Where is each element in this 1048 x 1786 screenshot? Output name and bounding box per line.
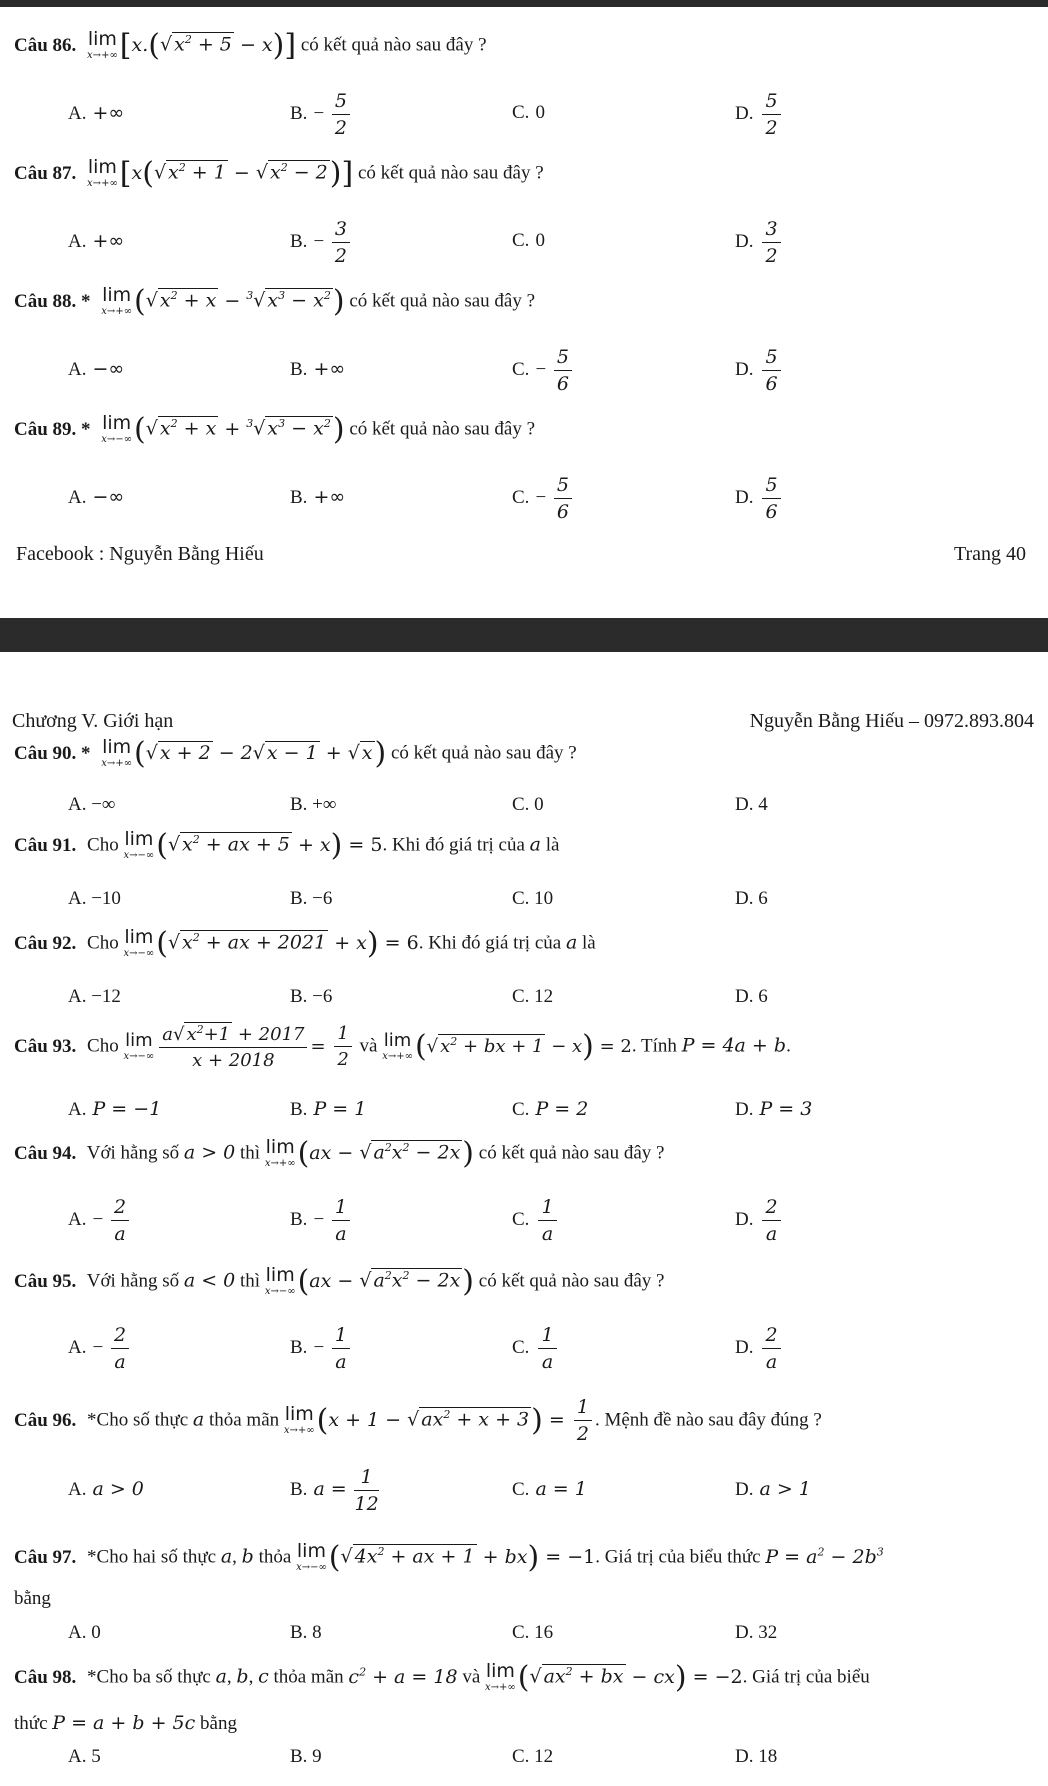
option-c[interactable]: C. − $\frac{5}{6}$ [512, 346, 575, 395]
header-chapter: Chương V. Giới hạn [12, 710, 174, 732]
option-c[interactable]: C. − $\frac{5}{6}$ [512, 474, 575, 523]
question-95: Câu 95. Với hằng số a < 0 thì lim x→−∞ (ax − √ $a^2x^2 - 2x$) có kết quả nào sau đây ? [14, 1263, 665, 1299]
option-a[interactable]: A. +∞ [68, 230, 125, 252]
option-d[interactable]: D. P = 3 [735, 1098, 813, 1120]
question-text: có kết quả nào sau đây ? [300, 34, 487, 56]
option-a[interactable]: A. P = −1 [68, 1098, 162, 1120]
option-b[interactable]: B. −6 [290, 888, 333, 909]
question-90: Câu 90. * lim x→+∞ (√ x + 2 − 2√ x − 1 + √ x) có kết quả nào sau đây ? [14, 735, 577, 771]
question-text: có kết quả nào sau đây ? [357, 162, 544, 184]
options-87 [0, 218, 1048, 267]
page-40 [0, 8, 1048, 618]
question-number: Câu 87. [14, 162, 77, 184]
question-96: Câu 96. *Cho số thực a thỏa mãn lim x→+∞ (x + 1 − √ $ax^2 + x + 3$) = $\frac{1}{2}$ . Mệnh đề nào sau đây đúng ? [14, 1396, 822, 1445]
option-a[interactable]: A. +∞ [68, 102, 125, 124]
options-96 [0, 1466, 1048, 1515]
page-separator [0, 618, 1048, 652]
question-94: Câu 94. Với hằng số a > 0 thì lim x→+∞ (ax − √ $a^2x^2 - 2x$) có kết quả nào sau đây ? [14, 1135, 665, 1171]
question-text: có kết quả nào sau đây ? [349, 290, 536, 312]
option-c[interactable]: C. 16 [512, 1622, 554, 1643]
question-93: Câu 93. Cho lim x→−∞ $\frac{a√ x^2+1 + 2017}{x + 2018}$ = $\frac{1}{2}$ và lim x→+∞ (√ $x^2$ + bx + 1 − x) = 2. Tính P = 4a + b. [14, 1023, 791, 1071]
question-92: Câu 92. Cho lim x→−∞ (√ $x^2$ + ax + 2021 + x) = 6. Khi đó giá trị của a là [14, 925, 596, 961]
option-b[interactable]: B. − $\frac{1}{a}$ [290, 1196, 353, 1245]
option-a[interactable]: A. −12 [68, 986, 121, 1007]
option-a[interactable]: A. − $\frac{2}{a}$ [68, 1196, 132, 1245]
question-number: Câu 89. * [14, 418, 91, 440]
option-a[interactable]: A. −∞ [68, 358, 125, 380]
option-d[interactable]: D. $\frac{5}{6}$ [735, 346, 784, 395]
options-98 [0, 1746, 1048, 1786]
header-author: Nguyễn Bằng Hiếu – 0972.893.804 [749, 710, 1034, 732]
option-a[interactable]: A. −∞ [68, 486, 125, 508]
question-number: Câu 92. [14, 932, 77, 954]
option-c[interactable]: C. P = 2 [512, 1098, 589, 1120]
question-number: Câu 97. [14, 1546, 77, 1568]
option-c[interactable]: C. 0 [512, 102, 545, 123]
question-91: Câu 91. Cho lim x→−∞ (√ $x^2$ + ax + 5 + x) = 5. Khi đó giá trị của a là [14, 827, 560, 863]
option-b[interactable]: B. 9 [290, 1746, 322, 1767]
options-94 [0, 1196, 1048, 1245]
question-97: Câu 97. *Cho hai số thực a, b thỏa lim x→−∞ (√ $4x^2$ + ax + 1 + bx) = −1. Giá trị của biểu thức $P = a^2 - 2b^3$ [14, 1539, 884, 1575]
option-d[interactable]: D. 6 [735, 986, 768, 1007]
question-number: Câu 88. * [14, 290, 91, 312]
question-text: có kết quả nào sau đây ? [390, 742, 577, 764]
option-b[interactable]: B. − $\frac{3}{2}$ [290, 218, 353, 267]
option-b[interactable]: B. − $\frac{1}{a}$ [290, 1324, 353, 1373]
option-d[interactable]: D. $\frac{2}{a}$ [735, 1324, 784, 1373]
option-a[interactable]: A. −10 [68, 888, 121, 909]
option-d[interactable]: D. 6 [735, 888, 768, 909]
option-b[interactable]: B. +∞ [290, 358, 346, 380]
question-86: Câu 86. lim x→+∞ [x.(√ $x^2 + 5 - x$)] có kết quả nào sau đây ? [14, 27, 487, 63]
option-b[interactable]: B. P = 1 [290, 1098, 367, 1120]
question-number: Câu 98. [14, 1666, 77, 1688]
question-number: Câu 96. [14, 1409, 77, 1431]
question-text: có kết quả nào sau đây ? [349, 418, 536, 440]
option-c[interactable]: C. 12 [512, 1746, 554, 1767]
option-d[interactable]: D. 4 [735, 794, 768, 815]
question-number: Câu 93. [14, 1035, 77, 1057]
option-c[interactable]: C. 12 [512, 986, 554, 1007]
option-b[interactable]: B. +∞ [290, 794, 337, 815]
option-d[interactable]: D. $\frac{3}{2}$ [735, 218, 784, 267]
option-d[interactable]: D. a > 1 [735, 1478, 811, 1500]
option-d[interactable]: D. 32 [735, 1622, 778, 1643]
option-a[interactable]: A. 0 [68, 1622, 101, 1643]
options-93 [0, 1098, 1048, 1138]
option-a[interactable]: A. 5 [68, 1746, 101, 1767]
option-d[interactable]: D. $\frac{5}{6}$ [735, 474, 784, 523]
top-border [0, 0, 1048, 7]
option-d[interactable]: D. $\frac{5}{2}$ [735, 90, 784, 139]
option-c[interactable]: C. 10 [512, 888, 554, 909]
option-c[interactable]: C. $\frac{1}{a}$ [512, 1324, 560, 1373]
option-b[interactable]: B. a = $\frac{1}{12}$ [290, 1466, 379, 1515]
option-b[interactable]: B. +∞ [290, 486, 346, 508]
options-97 [0, 1622, 1048, 1662]
options-89 [0, 474, 1048, 523]
option-a[interactable]: A. −∞ [68, 794, 116, 815]
question-number: Câu 86. [14, 34, 77, 56]
option-c[interactable]: C. a = 1 [512, 1478, 587, 1500]
option-d[interactable]: D. 18 [735, 1746, 778, 1767]
question-number: Câu 90. * [14, 742, 91, 764]
question-89: Câu 89. * lim x→−∞ (√ $x^2 + x + ^3√$ $x^3 - x^2$) có kết quả nào sau đây ? [14, 411, 536, 447]
option-c[interactable]: C. 0 [512, 794, 544, 815]
options-86 [0, 90, 1048, 139]
option-c[interactable]: C. $\frac{1}{a}$ [512, 1196, 560, 1245]
option-d[interactable]: D. $\frac{2}{a}$ [735, 1196, 784, 1245]
option-c[interactable]: C. 0 [512, 230, 545, 251]
question-88: Câu 88. * lim x→+∞ (√ $x^2 + x - ^3√$ $x^3 - x^2$) có kết quả nào sau đây ? [14, 283, 536, 319]
question-number: Câu 94. [14, 1142, 77, 1164]
option-b[interactable]: B. 8 [290, 1622, 322, 1643]
option-b[interactable]: B. −6 [290, 986, 333, 1007]
footer-page-number: Trang 40 [953, 543, 1026, 565]
options-92 [0, 986, 1048, 1026]
option-a[interactable]: A. a > 0 [68, 1478, 144, 1500]
footer-facebook: Facebook : Nguyễn Bằng Hiếu [16, 543, 264, 565]
question-97-line2: bằng [14, 1588, 51, 1609]
options-95 [0, 1324, 1048, 1373]
question-98: Câu 98. *Cho ba số thực a, b, c thỏa mãn $c^2 + a = 18$ và lim x→+∞ (√ $ax^2$ + bx − cx) = −2. Giá trị của biểu [14, 1659, 870, 1695]
option-a[interactable]: A. − $\frac{2}{a}$ [68, 1324, 132, 1373]
option-b[interactable]: B. − $\frac{5}{2}$ [290, 90, 353, 139]
page-41 [0, 652, 1048, 1780]
question-87: Câu 87. lim x→+∞ [x(√ $x^2 + 1$ − √ $x^2 - 2$)] có kết quả nào sau đây ? [14, 155, 544, 191]
question-number: Câu 91. [14, 834, 77, 856]
options-88 [0, 346, 1048, 395]
question-number: Câu 95. [14, 1270, 77, 1292]
question-98-line2: thức P = a + b + 5c bằng [14, 1712, 237, 1734]
options-91 [0, 888, 1048, 928]
